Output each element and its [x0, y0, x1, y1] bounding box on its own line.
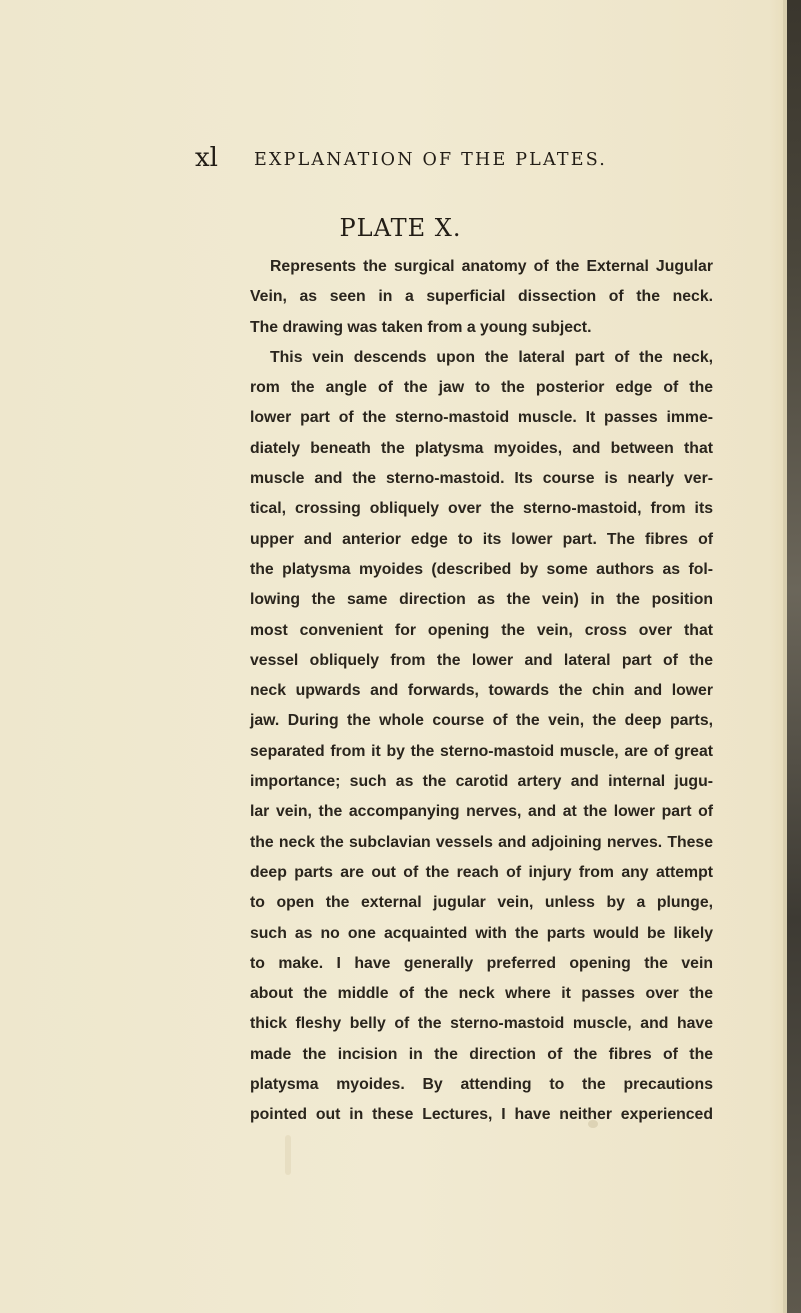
text-line: This vein descends upon the lateral part of the neck, [270, 348, 713, 366]
text-line: Represents the surgical anatomy of the External Jugular [270, 258, 713, 275]
text-line: vessel obliquely from the lower and lateral part of the [250, 651, 713, 669]
text-line: jaw. During the whole course of the vein, the deep parts, [250, 712, 713, 730]
text-line: to make. I have generally preferred opening the vein [250, 954, 713, 972]
text-line: muscle and the sterno-mastoid. Its course is nearly ver- [250, 470, 713, 488]
running-title: EXPLANATION OF THE PLATES. [254, 150, 608, 170]
paper-stain [285, 1135, 291, 1175]
text-line: importance; such as the carotid artery and internal jugu- [250, 773, 713, 791]
text-line: the platysma myoides (described by some authors as fol- [250, 560, 713, 578]
text-line: lowing the same direction as the vein) in the position [250, 591, 713, 609]
text-line: such as no one acquainted with the parts would be likely [250, 924, 713, 942]
text-line: upper and anterior edge to its lower part. The fibres of [250, 530, 713, 548]
book-edge [787, 0, 801, 1313]
text-line: made the incision in the direction of the fibres of the [250, 1045, 713, 1063]
text-line: thick fleshy belly of the sterno-mastoid muscle, and have [250, 1015, 713, 1033]
text-line: lar vein, the accompanying nerves, and at the lower part of [250, 803, 713, 821]
text-line: neck upwards and forwards, towards the chin and lower [250, 682, 713, 700]
text-line: to open the external jugular vein, unless by a plunge, [250, 894, 713, 912]
text-line: the neck the subclavian vessels and adjoining nerves. These [250, 833, 713, 851]
running-head [195, 143, 675, 177]
text-line: pointed out in these Lectures, I have neither experienced [250, 1106, 713, 1124]
text-line: Vein, as seen in a superficial dissection of the neck. [250, 288, 713, 306]
plate-title: PLATE X. [339, 214, 462, 242]
body-text [250, 252, 713, 1131]
text-line: lower part of the sterno-mastoid muscle. It passes imme- [250, 409, 713, 427]
text-line: The drawing was taken from a young subject. [250, 318, 592, 336]
text-line: platysma myoides. By attending to the precautions [250, 1076, 713, 1094]
text-line: most convenient for opening the vein, cross over that [250, 621, 713, 639]
text-line: rom the angle of the jaw to the posterior edge of the [250, 379, 713, 397]
page-number: xl [195, 143, 218, 173]
text-line: diately beneath the platysma myoides, and between that [250, 439, 713, 457]
text-line: about the middle of the neck where it passes over the [250, 985, 713, 1003]
text-line: tical, crossing obliquely over the sterno-mastoid, from its [250, 500, 713, 518]
text-line: deep parts are out of the reach of injury from any attempt [250, 863, 713, 881]
text-line: separated from it by the sterno-mastoid muscle, are of great [250, 742, 713, 760]
